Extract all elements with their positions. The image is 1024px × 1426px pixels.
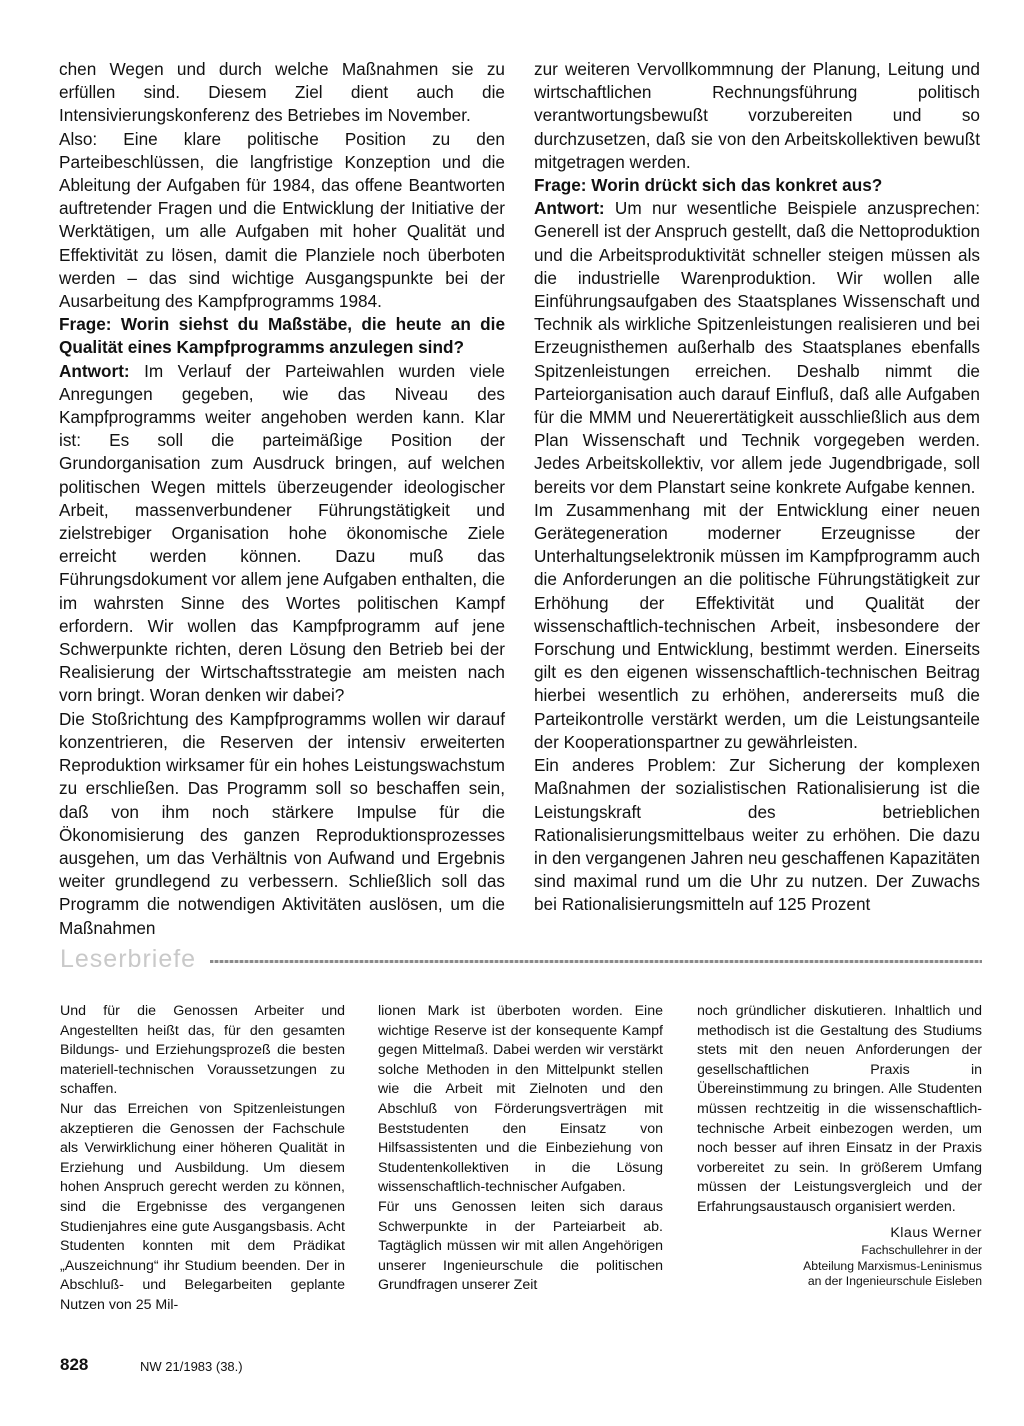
answer-label: Antwort: [534,198,605,219]
author-name: Klaus Werner [890,1224,982,1241]
letter-paragraph: lionen Mark ist überboten worden. Eine wichtige Reserve ist der konsequente Kampf gegen Mittelmaß. Dabei werden wir verstärkt solche Methoden in den Mittelpunkt stellen wie die Arbeit mit Zielnoten und den Abschluß von Förderungsverträgen mit Beststudenten den Einsatz von Hilfsassistenten und die Einbeziehung von Studentenkollektiven in die Lösung wissenschaftlich-technischer Aufgaben. [378,1003,663,1196]
author-affiliation-line: Abteilung Marxismus-Leninismus [803,1258,982,1273]
page-number: 828 [60,1355,89,1374]
interview-answer [534,197,980,499]
author-affiliation-line: an der Ingenieurschule Eisleben [807,1274,982,1289]
article-paragraph: chen Wegen und durch welche Maßnahmen sie zu erfüllen sind. Diesem Ziel dient auch die Intensivierungskonferenz des Betriebes im November. [59,59,505,126]
article-paragraph: Ein anderes Problem: Zur Sicherung der komplexen Maßnahmen der sozialistischen Rationalisierung ist die Leistungskraft des betrieblichen Rationalisierungsmittelbaus weiter zu erhöhen. Die dazu in den vergangenen Jahren neu geschaffenen Kapazitäten sind maximal rund um die Uhr zu nutzen. Der Zuwachs bei Rationalisierungsmitteln auf 125 Prozent [534,755,980,915]
article-paragraph: Im Zusammenhang mit der Entwicklung einer neuen Gerätegeneration moderner Erzeugnisse der Unterhaltungselektronik müssen im Kampfprogramm auch die Anforderungen an die politische Führungstätigkeit zur Erhöhung der Effektivität und Qualität der wissenschaftlich-technischen Arbeit, insbesondere der Forschung und Entwicklung, bestimmt werden. Einerseits gilt es den eigenen wissenschaftlich-technischen Beitrag hierbei wesentlich zu erhöhen, andererseits muß die Parteikontrolle verstärkt werden, um die Leistungsanteile der Kooperationspartner zu gewährleisten. [534,499,980,752]
interview-question [59,313,505,359]
question-text: Worin siehst du Maßstäbe, die heute an die Qualität eines Kampfprogramms anzulegen sind? [59,314,505,358]
letter-paragraph: noch gründlicher diskutieren. Inhaltlich und methodisch ist die Gestaltung des Studiums stets mit den neuen Anforderungen der gesellschaftlichen Praxis in Übereinstimmung zu bringen. Alle Studenten müssen rechtzeitig in die wissenschaftlich-technische Arbeit einbezogen werden, um noch besser auf ihren Einsatz in der Praxis vorbereitet zu sein. In größerem Umfang müssen der Leistungsvergleich und der Erfahrungsaustausch organisiert werden. [697,1003,982,1215]
article-paragraph: Also: Eine klare politische Position zu den Parteibeschlüssen, die langfristige Konzeption und die Ableitung der Aufgaben für 1984, das offene Beantworten auftretender Fragen und die Entwicklung der Initiative der Werktätigen, um alle Aufgaben mit hoher Qualität und Effektivität zu lösen, damit die Planziele noch überboten werden – das sind wichtige Ausgangspunkte bei der Ausarbeitung des Kampfprogramms 1984. [59,128,505,312]
article-paragraph: zur weiteren Vervollkommnung der Planung, Leitung und wirtschaftlichen Rechnungsführung politisch verantwortungsbewußt vorzubereiten und so durchzusetzen, daß sie von den Arbeitskollektiven bewußt mitgetragen werden. [534,59,980,172]
author-affiliation-line: Fachschullehrer in der [861,1243,982,1258]
issue-reference: NW 21/1983 (38.) [140,1359,243,1374]
question-label: Frage: [59,314,112,335]
interview-question [534,174,980,197]
letter-paragraph: Und für die Genossen Arbeiter und Angestellten heißt das, für den gesamten Bildungs- und Erziehungsprozeß die besten materiell-technischen Voraussetzungen zu schaffen. [60,1003,345,1098]
letter-column-3 [697,1002,982,1290]
answer-text: Um nur wesentliche Beispiele anzusprechen: Generell ist der Anspruch gestellt, daß die Nettoproduktion und die Arbeitsproduktivität schneller steigen müssen als die industrielle Warenproduktion. Wir wollen alle Einführungsaufgaben des Staatsplanes Wissenschaft und Technik als wirkliche Spitzenleistungen realisieren und bei Erzeugnisthemen außerhalb des Staatsplanes ebenfalls Spitzenleistungen erreichen. Deshalb nimmt die Parteiorganisation auch darauf Einfluß, daß alle Aufgaben für die MMM und Neuerertätigkeit ausschließlich aus dem Plan Wissenschaft und Technik vorgegeben werden. Jedes Arbeitskollektiv, vor allem jede Jugendbrigade, soll bereits vor dem Planstart seine konkrete Aufgabe kennen. [534,198,980,497]
section-rubric [60,944,982,974]
letter-column-2 [378,1002,663,1296]
question-label: Frage: [534,175,587,196]
rubric-title: Leserbriefe [60,945,197,973]
article-paragraph: Die Stoßrichtung des Kampfprogramms wollen wir darauf konzentrieren, die Reserven der intensiv erweiterten Reproduktion wirksamer für ein hohes Leistungswachstum zu erschließen. Das Programm soll so beschaffen sein, daß von ihm noch stärkere Impulse für die Ökonomisierung des ganzen Reproduktionsprozesses ausgehen, um das Verhältnis von Aufwand und Ergebnis weiter grundlegend zu verbessern. Schließlich soll das Programm die notwendigen Aktivitäten auslösen, um die Maßnahmen [59,708,505,938]
interview-answer [59,360,505,708]
article-column-right [534,58,980,917]
letter-paragraph: Für uns Genossen leiten sich daraus Schwerpunkte in der Parteiarbeit ab. Tagtäglich müssen wir mit allen Angehörigen unserer Ingenieurschule die politischen Grundfragen unserer Zeit [378,1198,663,1294]
answer-label: Antwort: [59,360,130,381]
letter-paragraph: Nur das Erreichen von Spitzenleistungen akzeptieren die Genossen der Fachschule als Verwirklichung einer höheren Qualität in Erziehung und Ausbildung. Um diesem hohen Anspruch gerecht werden zu können, sind die Ergebnisse des vergangenen Studienjahres eine gute Ausgangsbasis. Acht Studenten konnten mit dem Prädikat „Auszeichnung“ ihr Studium beenden. Der in Abschluß- und Belegarbeiten geplante Nutzen von 25 Mil- [60,1100,345,1313]
question-text: Worin drückt sich das konkret aus? [586,175,883,196]
article-column-left [59,58,505,940]
letter-column-1 [60,1002,345,1316]
answer-text: Im Verlauf der Parteiwahlen wurden viele Anregungen gegeben, wie das Niveau des Kampfprogramms weiter angehoben werden kann. Klar ist: Es soll die parteimäßige Position der Grundorganisation zum Ausdruck bringen, auf welchen politischen Wegen mittels überzeugender ideologischer Arbeit, massenverbundener Führungstätigkeit und zielstrebiger Organisation hohe ökonomische Ziele erreicht werden können. Dazu muß das Führungsdokument vor allem jene Aufgaben enthalten, die im wahrsten Sinne des Wortes politischen Kampf erfordern. Wir wollen das Kampfprogramm auf jene Schwerpunkte richten, deren Lösung den Betrieb bei der Realisierung der Wirtschaftsstrategie am meisten nach vorn bringt. Woran denken wir dabei? [59,360,505,706]
rubric-rule [210,960,982,963]
